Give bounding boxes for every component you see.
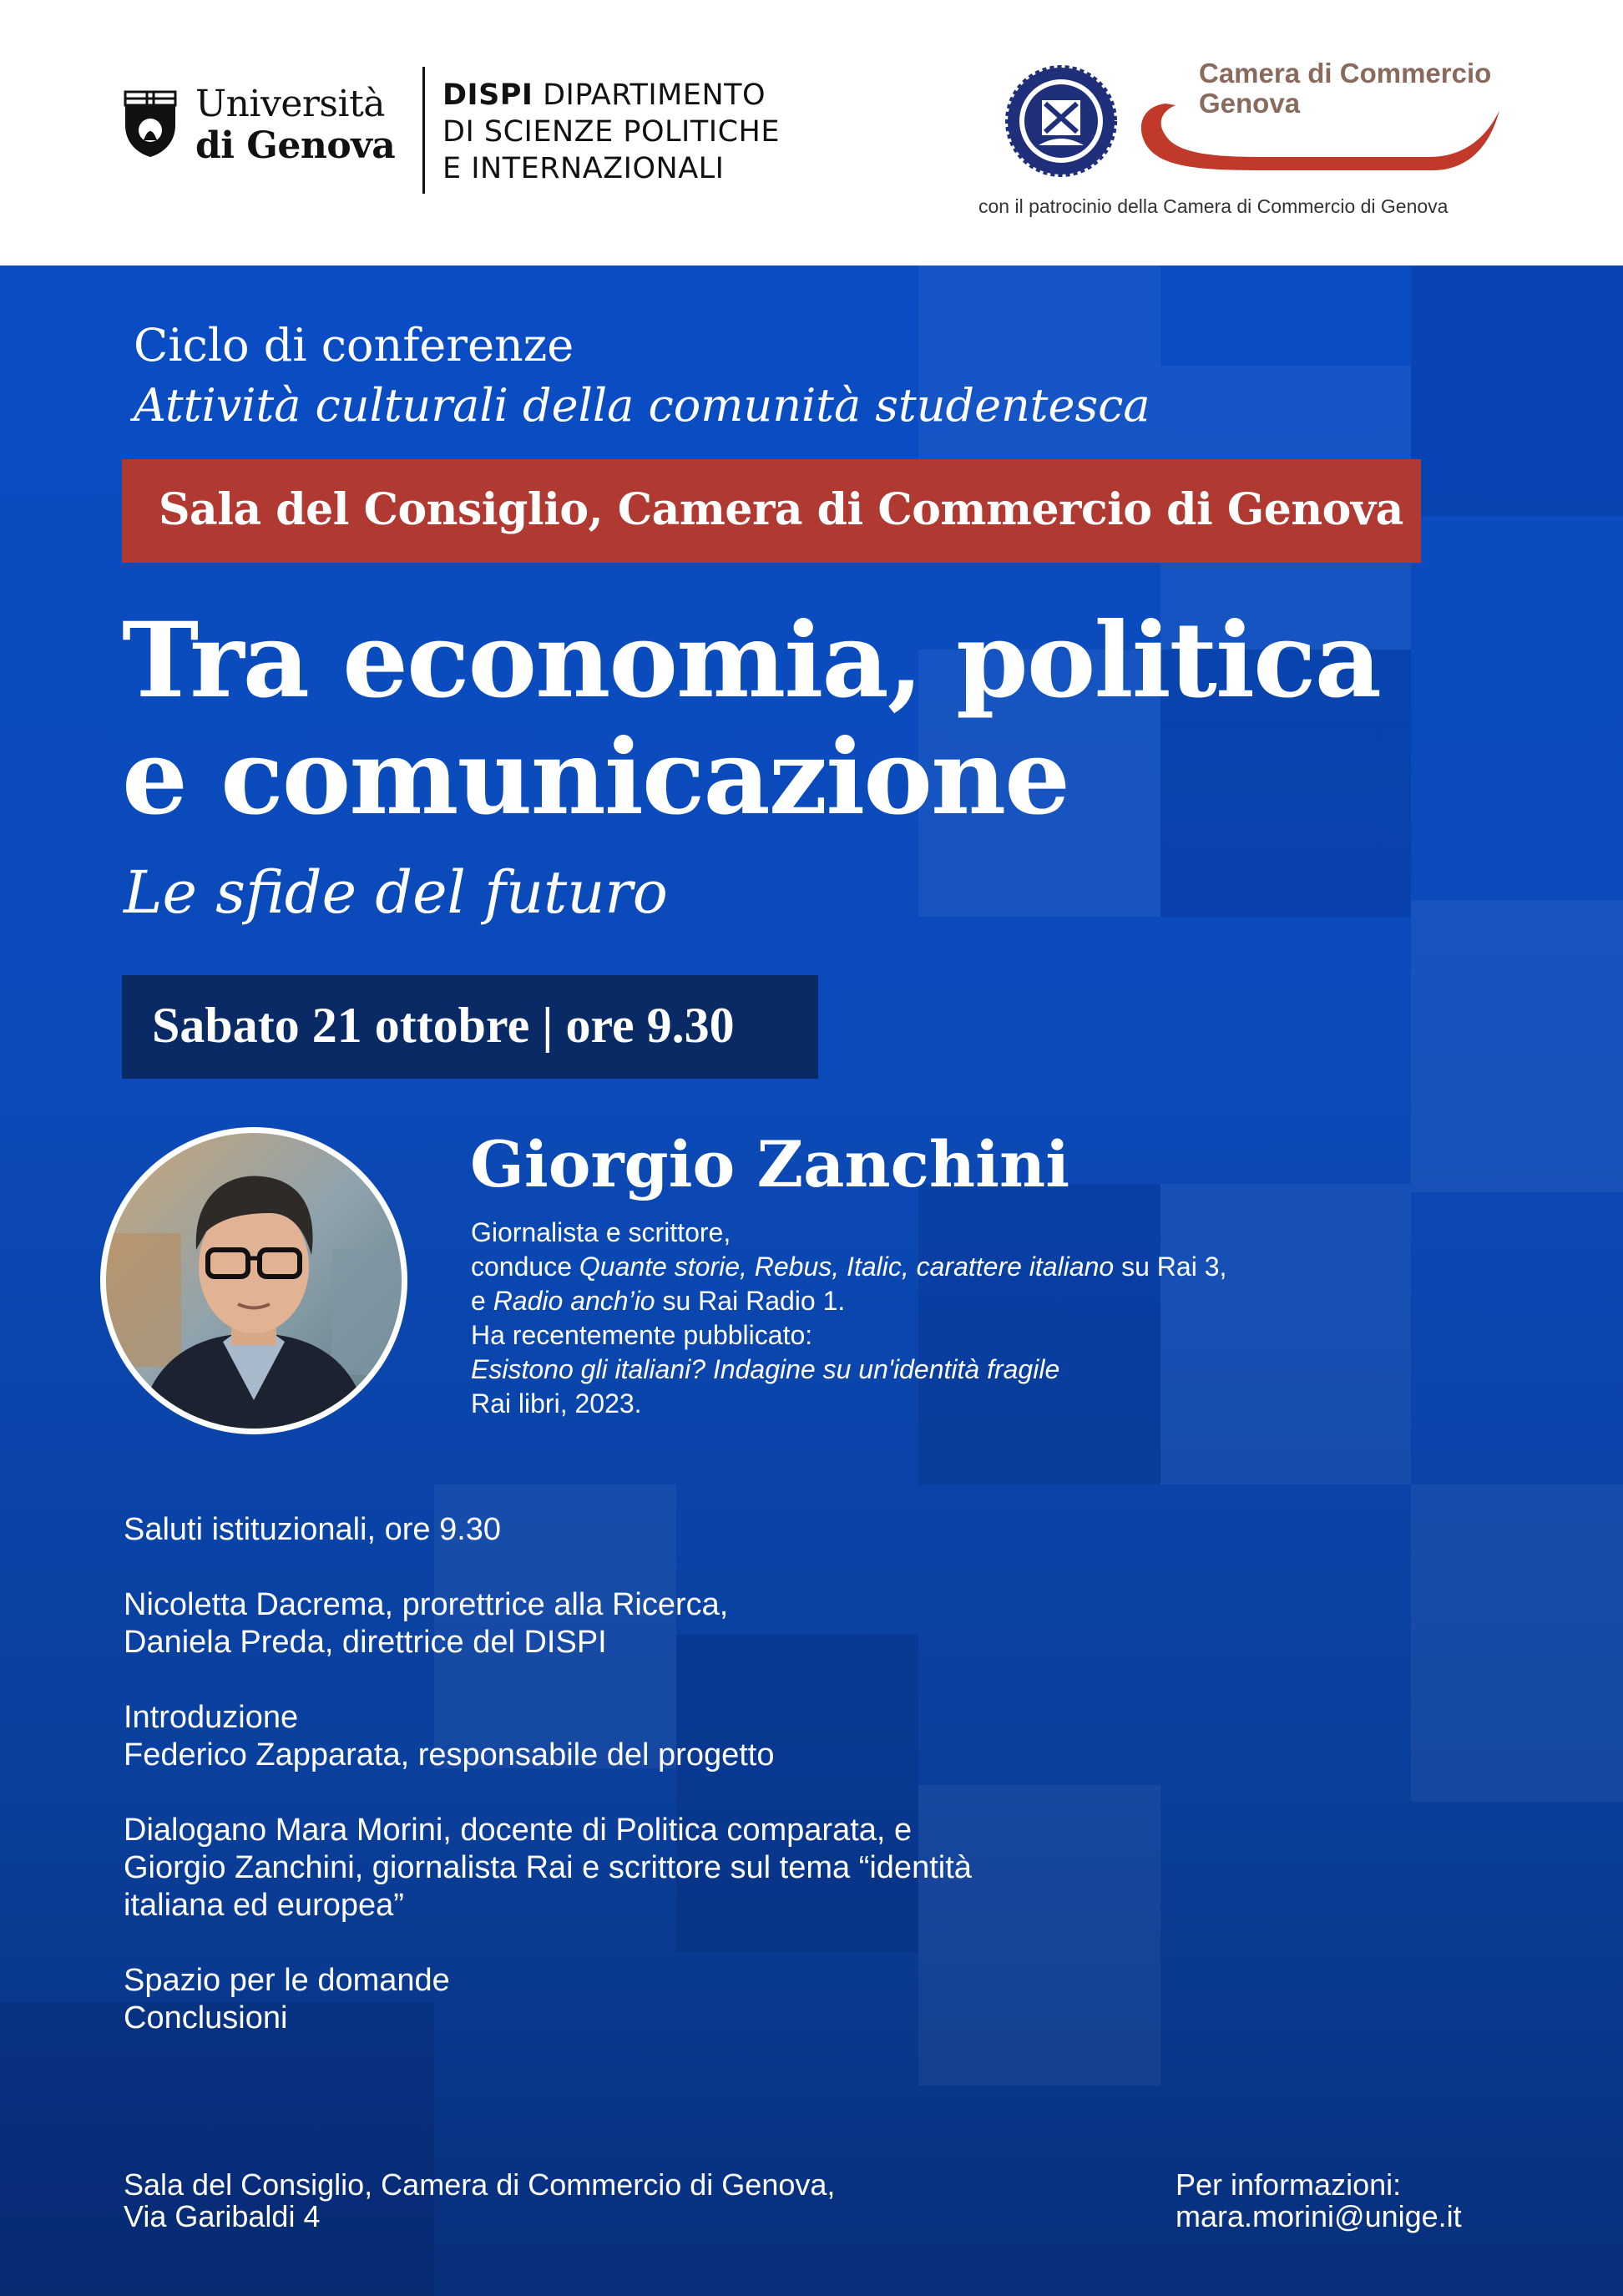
series-subtitle: Attività culturali della comunità studentesca [134, 379, 1150, 432]
address-line2: Via Garibaldi 4 [124, 2199, 321, 2233]
speaker-portrait [100, 1127, 407, 1434]
contact-email[interactable]: mara.morini@unige.it [1176, 2199, 1462, 2233]
program-item: Saluti istituzionali, ore 9.30 [124, 1512, 502, 1547]
contact-info [1176, 2169, 1462, 2233]
background-tile [1411, 266, 1623, 516]
speaker-photo [106, 1133, 402, 1429]
speaker-name: Giorgio Zanchini [470, 1127, 1070, 1201]
event-program [124, 1511, 972, 2075]
address-line1: Sala del Consiglio, Camera di Commercio di Genova, [124, 2167, 836, 2202]
event-title [122, 600, 1380, 838]
chamber-swoosh-icon [1132, 99, 1504, 182]
bio-line: Ha recentemente pubblicato: [471, 1320, 813, 1350]
series-label: Ciclo di conferenze [134, 319, 574, 372]
university-name [195, 83, 395, 167]
program-item: Dialogano Mara Morini, docente di Politica comparata, e Giorgio Zanchini, giornalista Rai e scrittore sul tema “identità italiana ed europea” [124, 1813, 972, 1923]
venue-address [124, 2169, 835, 2233]
info-label: Per informazioni: [1176, 2167, 1402, 2202]
bio-line: Giornalista e scrittore, [471, 1217, 731, 1247]
venue-banner [122, 459, 1421, 563]
bio-shows: Quante storie, Rebus, Italic, carattere italiano [579, 1252, 1115, 1282]
speaker-bio [471, 1216, 1226, 1421]
chamber-seal-icon [1005, 65, 1117, 177]
program-item: Nicoletta Dacrema, prorettrice alla Ricerca, Daniela Preda, direttrice del DISPI [124, 1587, 729, 1660]
background-tile [1411, 900, 1623, 1192]
patronage-note: con il patrocinio della Camera di Commercio di Genova [978, 195, 1449, 217]
university-line1: Università [195, 83, 385, 125]
conference-series [134, 316, 1150, 436]
event-subtitle: Le sfide del futuro [124, 858, 668, 927]
event-date: Sabato 21 ottobre | ore 9.30 [152, 998, 735, 1053]
bio-book-title: Esistono gli italiani? Indagine su un'identità fragile [471, 1354, 1060, 1384]
dispi-line1: DIPARTIMENTO [543, 78, 766, 112]
title-line1: Tra economia, politica [122, 600, 1380, 721]
bio-line: conduce Quante storie, Rebus, Italic, carattere italiano su Rai 3, [471, 1252, 1227, 1282]
venue-banner-text: Sala del Consiglio, Camera di Commercio di Genova [159, 484, 1403, 535]
bio-line: e Radio anch’io su Rai Radio 1. [471, 1286, 846, 1316]
chamber-line1: Camera di Commercio [1199, 58, 1492, 89]
chamber-line2: Genova [1199, 88, 1301, 119]
dispi-acronym: DISPI [442, 78, 533, 112]
logo-divider [422, 67, 425, 194]
university-crest-icon [122, 89, 179, 159]
dispi-line3: E INTERNAZIONALI [442, 152, 725, 185]
header [0, 0, 1623, 266]
program-item: Introduzione Federico Zapparata, responsabile del progetto [124, 1700, 775, 1773]
bio-line: Rai libri, 2023. [471, 1388, 642, 1419]
date-banner [122, 975, 818, 1079]
title-line2: e comunicazione [122, 717, 1069, 838]
university-line2: di Genova [195, 124, 396, 167]
dispi-line2: DI SCIENZE POLITICHE [442, 115, 780, 149]
background-tile [1411, 1484, 1623, 1802]
program-item: Spazio per le domande Conclusioni [124, 1963, 450, 2036]
dispi-department [442, 77, 780, 187]
bio-radio-show: Radio anch’io [493, 1286, 655, 1316]
